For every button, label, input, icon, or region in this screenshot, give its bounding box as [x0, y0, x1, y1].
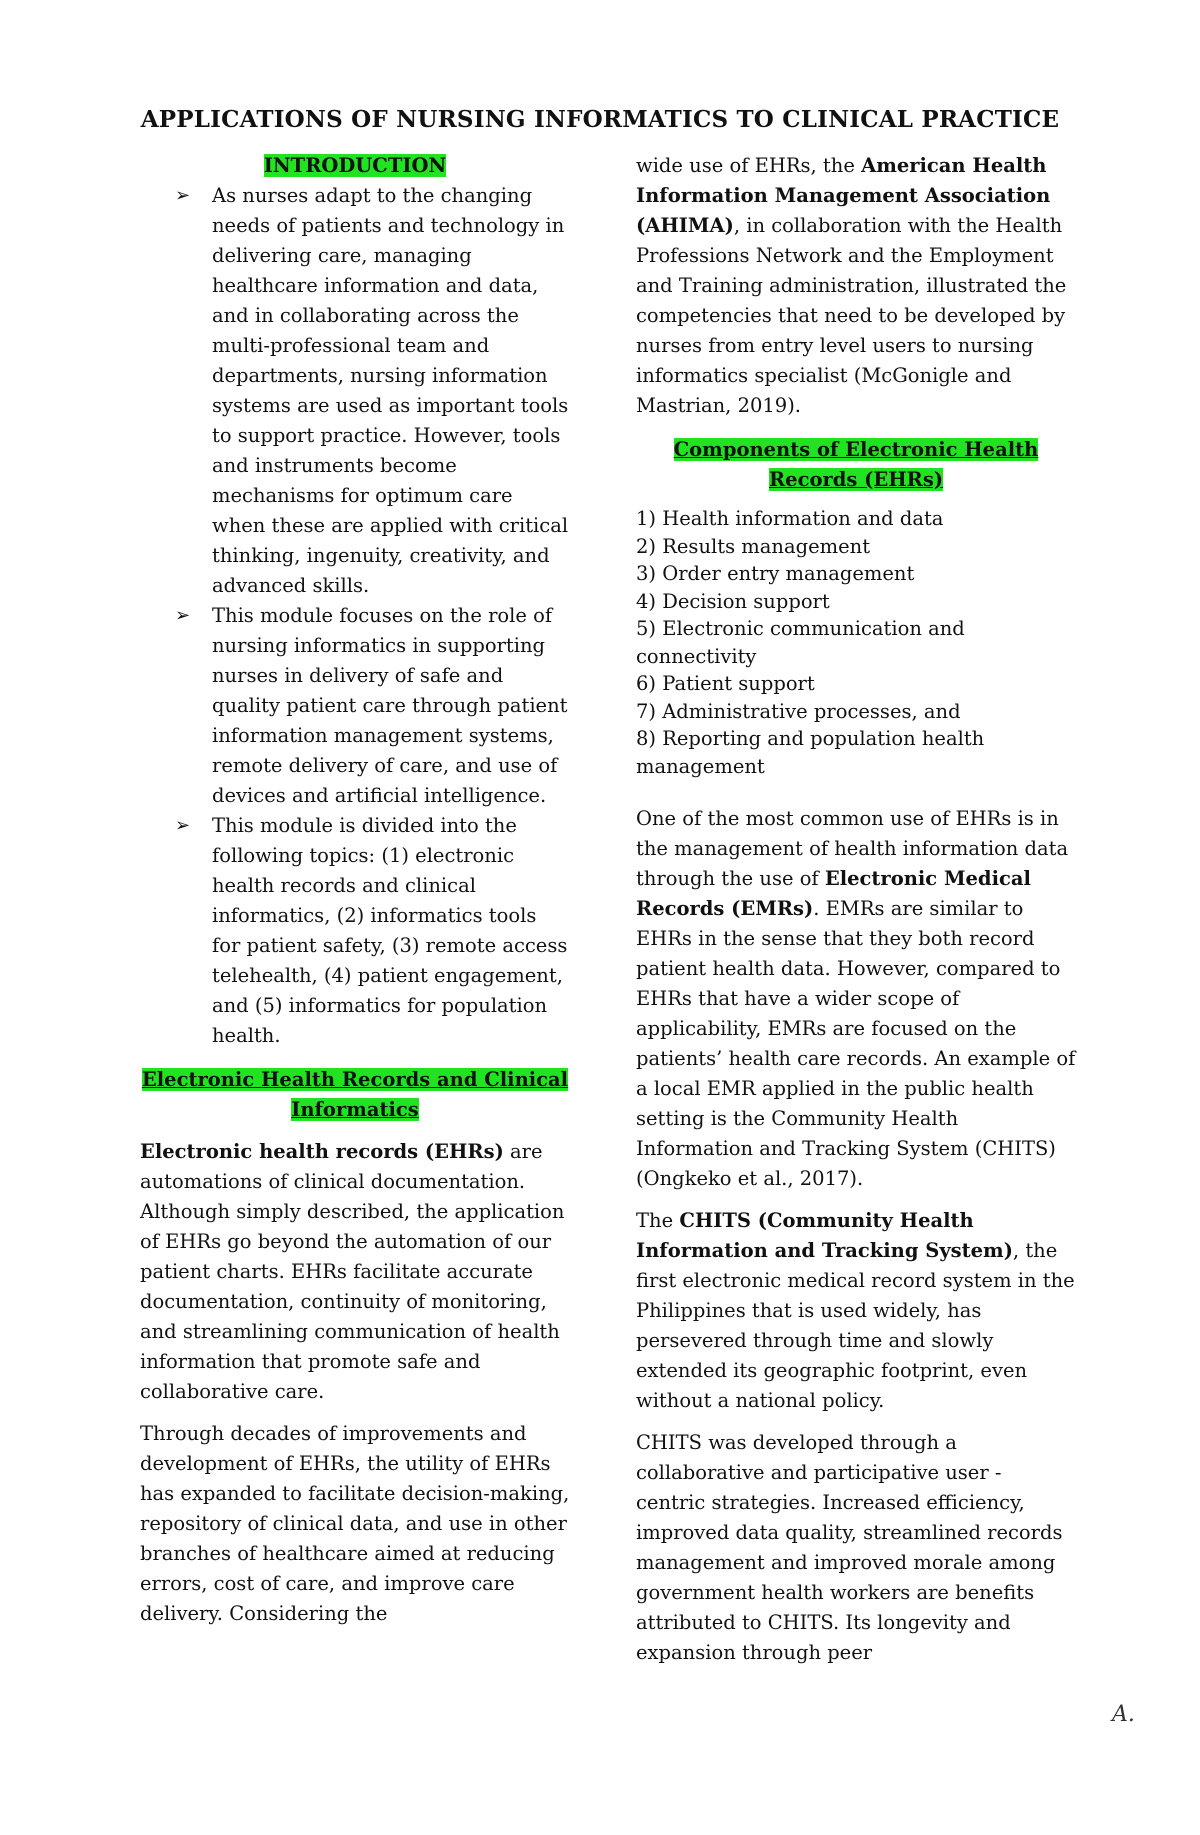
components-heading: [636, 435, 1076, 495]
ehr-paragraph-1-text: are automations of clinical documentation. Although simply described, the application of EHRs go beyond the automation of our patient charts. EHRs facilitate accurate documentation, continuity of monitoring, and streamlining communication of health information that promote safe and collaborative care.: [140, 1140, 565, 1403]
emr-paragraph-1-rest: . EMRs are similar to EHRs in the sense that they both record patient health data. However, compared to EHRs that have a wider scope of applicability, EMRs are focused on the patients’ health care records. An example of a local EMR applied in the public health setting is the Community Health Information and Tracking System (CHITS) (Ongkeko et al., 2017).: [636, 897, 1076, 1190]
ehr-section-heading-text: Electronic Health Records and Clinical Informatics: [141, 1068, 569, 1121]
introduction-heading-text: INTRODUCTION: [263, 154, 447, 177]
arrow-bullet-icon: ➢: [175, 605, 191, 626]
ehr-paragraph-2-continued-text: wide use of EHRs, the: [636, 154, 862, 177]
list-item: 4) Decision support: [636, 589, 830, 613]
emr-term: Electronic Medical Records (EMRs): [636, 867, 1031, 920]
left-column: [140, 151, 570, 1629]
right-column: [636, 151, 1076, 1668]
list-item: 6) Patient support: [636, 672, 815, 695]
chits-development-paragraph: CHITS was developed through a collaborative and participative user - centric strategies. Increased efficiency, improved data quality, streamlined records management and improved morale among government health workers are benefits attributed to CHITS. Its longevity and expansion through peer: [636, 1431, 1063, 1664]
introduction-heading: [140, 151, 570, 181]
emr-paragraph-1-text: One of the most common use of EHRs is in the management of health information data through the use of: [636, 807, 1069, 890]
page-title: APPLICATIONS OF NURSING INFORMATICS TO CLINICAL PRACTICE: [140, 106, 1060, 133]
chits-paragraph: [636, 1206, 1076, 1416]
bullet-text: This module focuses on the role of nursing informatics in supporting nurses in delivery of safe and quality patient care through patient information management systems, remote delivery of care, and use of devices and artificial intelligence.: [212, 604, 568, 807]
ehr-paragraph-1: [140, 1137, 570, 1407]
bullet-item: [140, 811, 570, 1051]
ehr-paragraph-2-continued: [636, 151, 1076, 421]
signature-mark: A.: [1112, 1702, 1135, 1727]
list-item: 8) Reporting and population health management: [636, 727, 985, 778]
ehr-paragraph-2: Through decades of improvements and development of EHRs, the utility of EHRs has expanded to facilitate decision-making, repository of clinical data, and use in other branches of healthcare aimed at reducing errors, cost of care, and improve care delivery. Considering the: [140, 1422, 570, 1625]
ahima-term: American Health Information Management Association (AHIMA): [636, 154, 1051, 237]
components-list: [636, 505, 1076, 780]
components-heading-text: Components of Electronic Health Records (EHRs): [673, 438, 1039, 491]
chits-paragraph-rest: , the first electronic medical record system in the Philippines that is used widely, has persevered through time and slowly extended its geographic footprint, even without a national policy.: [636, 1239, 1075, 1412]
arrow-bullet-icon: ➢: [175, 185, 191, 206]
chits-paragraph-text: The: [636, 1209, 680, 1232]
bullet-text: This module is divided into the following topics: (1) electronic health records and clinical informatics, (2) informatics tools for patient safety, (3) remote access telehealth, (4) patient engagement, and (5) informatics for population health.: [212, 814, 568, 1047]
bullet-text: As nurses adapt to the changing needs of patients and technology in delivering care, managing healthcare information and data, and in collaborating across the multi-professional team and departments, nursing information systems are used as important tools to support practice. However, tools and instruments become mechanisms for optimum care when these are applied with critical thinking, ingenuity, creativity, and advanced skills.: [212, 184, 569, 597]
bullet-item: [140, 601, 570, 811]
ehr-section-heading: [140, 1065, 570, 1125]
chits-term: CHITS (Community Health Information and Tracking System): [636, 1209, 1013, 1262]
emr-paragraph-1: [636, 804, 1076, 1194]
list-item: 2) Results management: [636, 534, 871, 558]
ehr-paragraph-2-continued-rest: , in collaboration with the Health Professions Network and the Employment and Training administration, illustrated the competencies that need to be developed by nurses from entry level users to nursing informatics specialist (McGonigle and Mastrian, 2019).: [636, 214, 1067, 417]
list-item: 3) Order entry management: [636, 562, 915, 585]
bullet-item: [140, 181, 570, 601]
ehr-term: Electronic health records (EHRs): [140, 1140, 504, 1163]
list-item: 1) Health information and data: [636, 507, 944, 530]
list-item: 5) Electronic communication and connectivity: [636, 617, 965, 668]
list-item: 7) Administrative processes, and: [636, 699, 961, 723]
introduction-bullet-list: [140, 181, 570, 1051]
arrow-bullet-icon: ➢: [175, 815, 191, 836]
